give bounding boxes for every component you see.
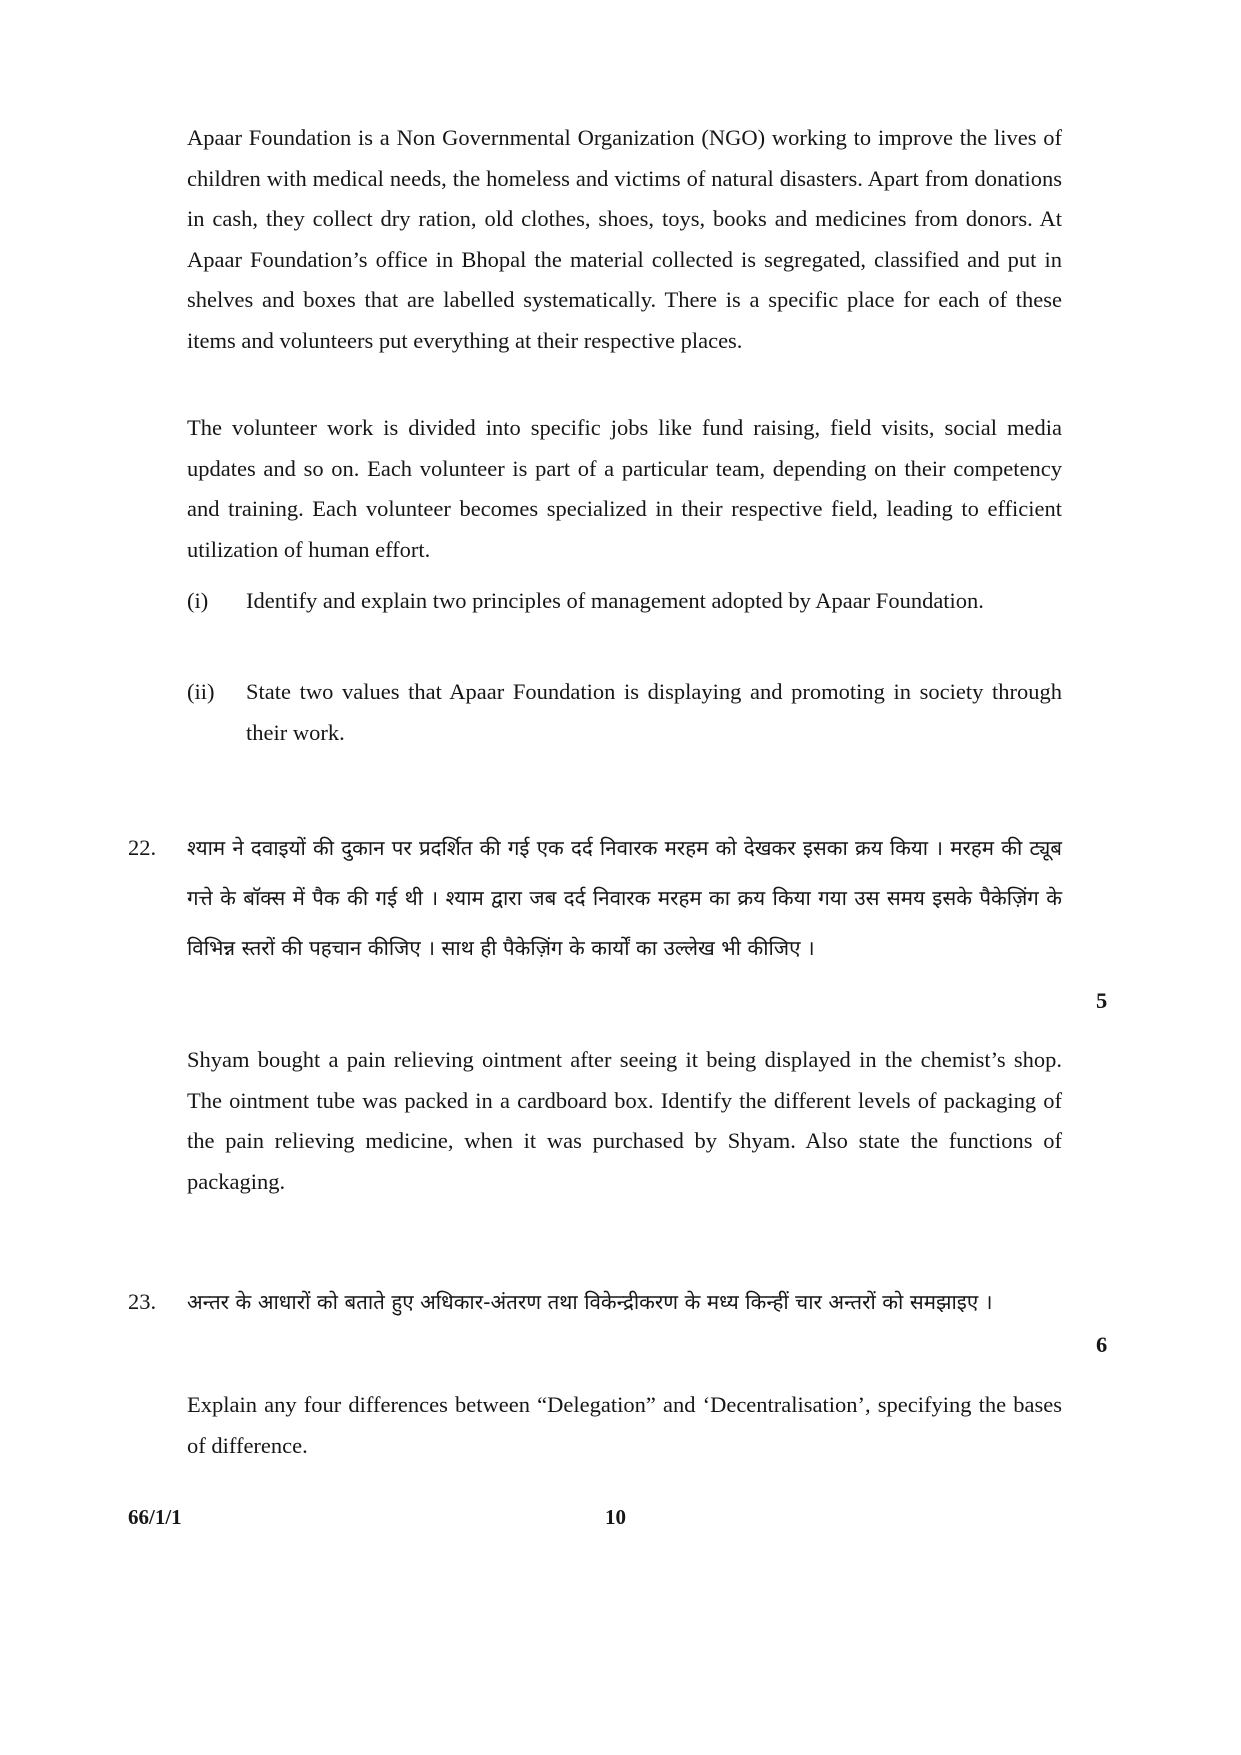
question-22-marks: 5 <box>1096 988 1108 1013</box>
sub-question-text-ii: State two values that Apaar Foundation is displaying and promoting in society through their work. <box>246 679 1062 745</box>
sub-question-number-i: (i) <box>187 588 209 613</box>
question-22-hindi-text: श्याम ने दवाइयों की दुकान पर प्रदर्शित की गई एक दर्द निवारक मरहम को देखकर इसका क्रय किया । मरहम की ट्यूब गत्ते के बॉक्स में पैक की गई थी । श्याम द्वारा जब दर्द निवारक मरहम का क्रय किया गया उस समय इसके पैकेज़िंग के विभिन्न स्तरों की पहचान कीजिए । साथ ही पैकेज़िंग के कार्यों का उल्लेख भी कीजिए । <box>187 836 1062 960</box>
sub-question-text-i: Identify and explain two principles of management adopted by Apaar Foundation. <box>246 588 984 613</box>
question-22-english-text: Shyam bought a pain relieving ointment after seeing it being displayed in the chemist’s shop. The ointment tube was packed in a cardboard box. Identify the different levels of packaging of the pain relieving medicine, when it was purchased by Shyam. Also state the functions of packaging. <box>187 1047 1062 1194</box>
question-23-number: 23. <box>128 1289 157 1314</box>
passage-paragraph-1: Apaar Foundation is a Non Governmental Organization (NGO) working to improve the lives of children with medical needs, the homeless and victims of natural disasters. Apart from donations in cash, they collect dry ration, old clothes, shoes, toys, books and medicines from donors. At Apaar Foundation’s office in Bhopal the material collected is segregated, classified and put in shelves and boxes that are labelled systematically. There is a specific place for each of these items and volunteers put everything at their respective places. <box>187 125 1062 353</box>
question-23-hindi-text: अन्तर के आधारों को बताते हुए अधिकार-अंतरण तथा विकेन्द्रीकरण के मध्य किन्हीं चार अन्तरों को समझाइए । <box>187 1290 993 1314</box>
question-23-marks: 6 <box>1096 1332 1108 1357</box>
sub-question-number-ii: (ii) <box>187 679 215 704</box>
passage-paragraph-2: The volunteer work is divided into specific jobs like fund raising, field visits, social media updates and so on. Each volunteer is part of a particular team, depending on their competency and training. Each volunteer becomes specialized in their respective field, leading to efficient utilization of human effort. <box>187 415 1062 562</box>
question-22-number: 22. <box>128 835 157 860</box>
question-23-english-text: Explain any four differences between “Delegation” and ‘Decentralisation’, specifying the bases of difference. <box>187 1392 1062 1458</box>
page-number: 10 <box>605 1505 626 1529</box>
paper-code: 66/1/1 <box>128 1505 182 1529</box>
